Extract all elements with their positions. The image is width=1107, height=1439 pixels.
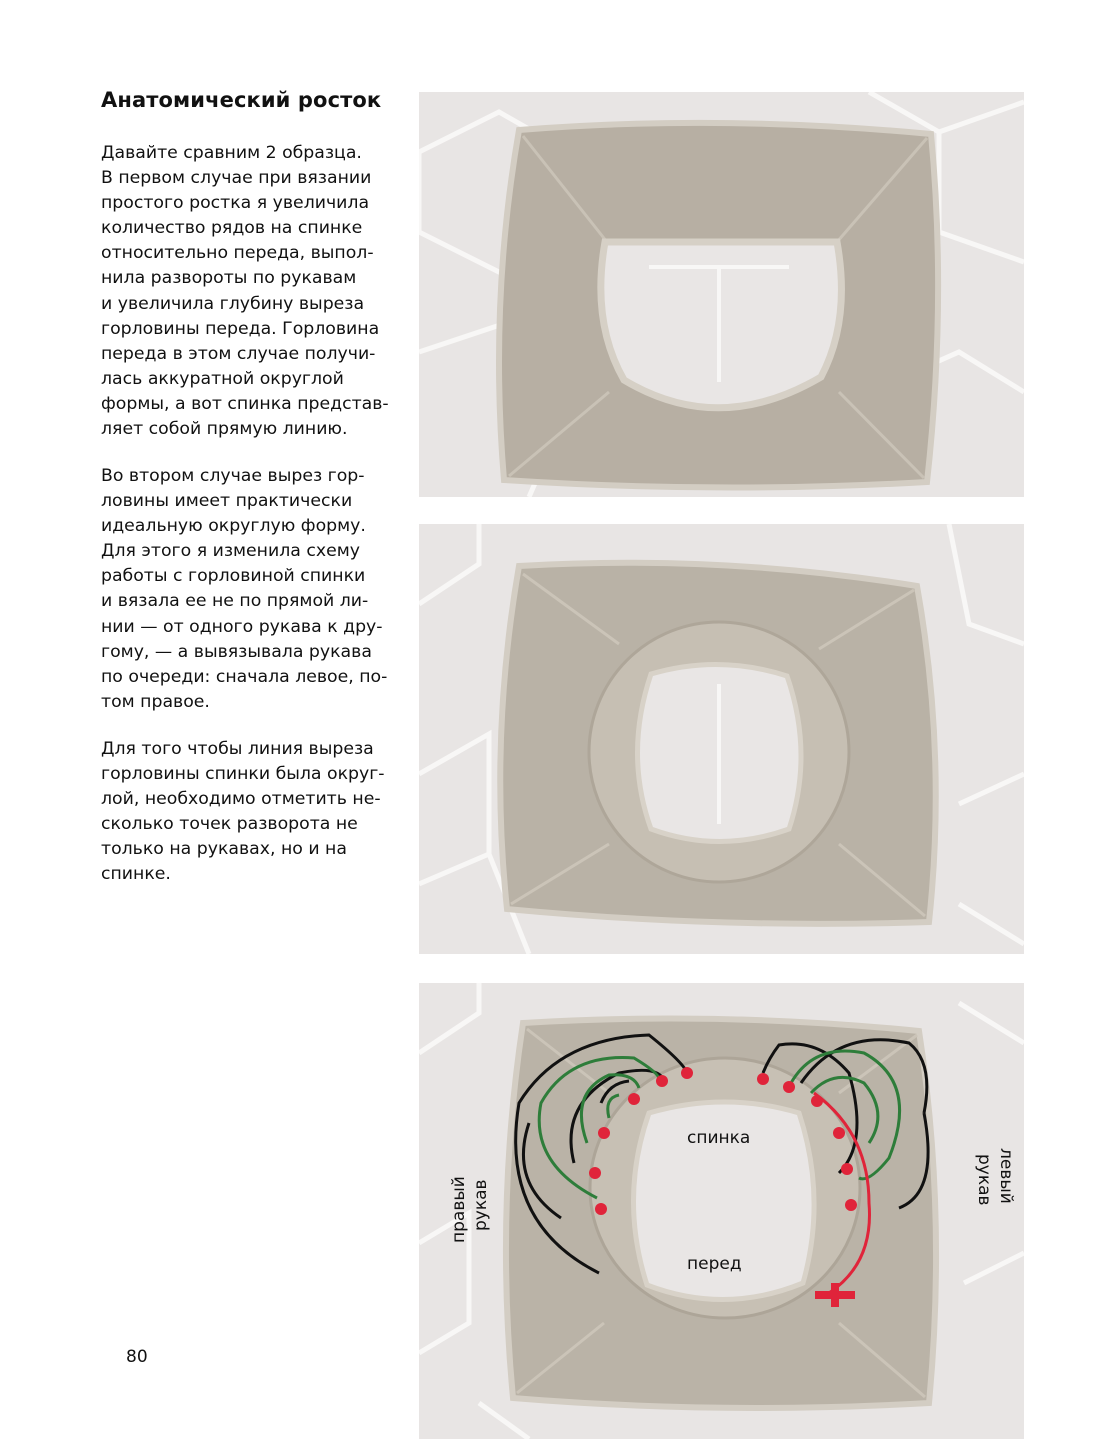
- paragraph-1: [101, 141, 401, 442]
- paragraph-3-line: горловины спинки была округ-: [101, 764, 385, 785]
- paragraph-3-line: спинке.: [101, 864, 171, 885]
- paragraph-3-line: сколько точек разворота не: [101, 814, 358, 835]
- paragraph-3-line: Для того чтобы линия выреза: [101, 739, 374, 759]
- paragraph-2: [101, 464, 401, 715]
- paragraph-1-line: горловины переда. Горловина: [101, 318, 380, 339]
- label-left-sleeve-2: рукав: [974, 1154, 994, 1206]
- page-number: 80: [126, 1347, 148, 1367]
- paragraph-3-line: только на рукавах, но и на: [101, 839, 347, 860]
- paragraph-1-line: лась аккуратной округлой: [101, 368, 344, 389]
- paragraph-2-line: и вязала ее не по прямой ли-: [101, 591, 369, 612]
- label-left-sleeve-1: левый: [996, 1148, 1016, 1204]
- label-back: спинка: [687, 1128, 751, 1148]
- paragraph-2-line: Для этого я изменила схему: [101, 541, 360, 562]
- photo-sample-anatomical: [419, 524, 1024, 954]
- paragraph-1-line: формы, а вот спинка представ-: [101, 393, 389, 414]
- label-right-sleeve-2: рукав: [471, 1179, 491, 1231]
- paragraph-1-line: нила развороты по рукавам: [101, 268, 357, 289]
- label-front: перед: [687, 1254, 742, 1274]
- paragraph-1-line: и увеличила глубину выреза: [101, 293, 365, 314]
- paragraph-1-line: переда в этом случае получи-: [101, 343, 376, 364]
- paragraph-1-line: ляет собой прямую линию.: [101, 419, 348, 440]
- photo-sample-diagram: [419, 983, 1024, 1439]
- paragraph-3-line: лой, необходимо отметить не-: [101, 789, 381, 810]
- paragraph-2-line: гому, — а вывязывала рукава: [101, 641, 372, 662]
- paragraph-1-line: количество рядов на спинке: [101, 218, 363, 239]
- paragraph-2-line: по очереди: сначала левое, по-: [101, 666, 388, 687]
- page-title: Анатомический росток: [101, 88, 382, 112]
- paragraph-2-line: том правое.: [101, 691, 210, 712]
- paragraph-1-line: простого ростка я увеличила: [101, 193, 370, 214]
- paragraph-2-line: работы с горловиной спинки: [101, 566, 366, 587]
- paragraph-2-line: ловины имеет практически: [101, 491, 353, 512]
- paragraph-1-line: Давайте сравним 2 образца.: [101, 143, 362, 163]
- photo-sample-simple: [419, 92, 1024, 497]
- label-right-sleeve-1: правый: [449, 1176, 469, 1243]
- paragraph-2-line: Во втором случае вырез гор-: [101, 466, 365, 486]
- paragraph-3: [101, 737, 401, 888]
- paragraph-2-line: нии — от одного рукава к дру-: [101, 616, 383, 637]
- paragraph-2-line: идеальную округлую форму.: [101, 516, 366, 537]
- paragraph-1-line: В первом случае при вязании: [101, 168, 372, 189]
- paragraph-1-line: относительно переда, выпол-: [101, 243, 374, 264]
